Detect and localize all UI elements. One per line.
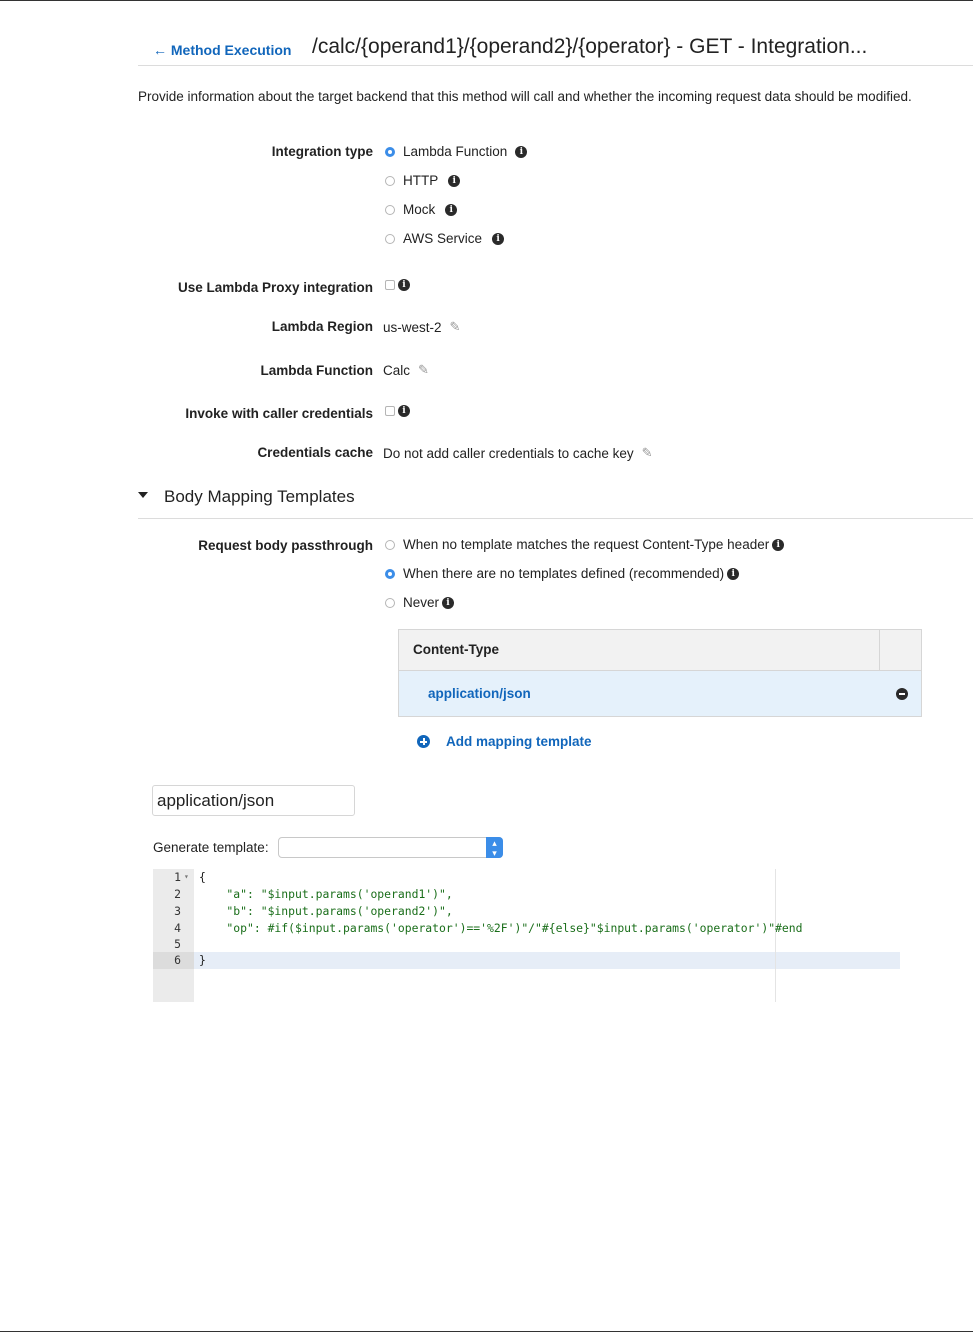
integration-type-aws-service-radio[interactable] (385, 231, 504, 246)
passthrough-when-no-templates-radio[interactable] (385, 566, 739, 581)
code-line: "op": #if($input.params('operator')=='%2F')"/"#{else}"$input.params('operator')"#end (199, 921, 803, 935)
info-icon[interactable]: i (492, 233, 504, 245)
radio-label: When there are no templates defined (recommended) (403, 566, 725, 581)
radio-label: AWS Service (403, 231, 483, 246)
header-divider (138, 65, 973, 66)
add-circle-icon (417, 735, 430, 748)
table-header (399, 630, 921, 671)
code-line: { (199, 870, 206, 884)
table-row[interactable] (399, 671, 921, 716)
lambda-region-label: Lambda Region (271, 319, 373, 334)
lambda-function-value-group (383, 362, 429, 378)
generate-template-select[interactable] (278, 837, 503, 858)
method-execution-back-link[interactable]: ← Method Execution (153, 42, 292, 58)
content-type-link[interactable]: application/json (428, 686, 531, 701)
invoke-caller-credentials-checkbox[interactable] (385, 406, 395, 416)
content-type-column-header: Content-Type (413, 642, 499, 657)
code-line: "b": "$input.params('operand2')", (199, 904, 453, 918)
integration-type-mock-radio[interactable] (385, 202, 457, 217)
pencil-icon[interactable]: ✎ (641, 445, 653, 460)
info-icon[interactable]: i (398, 279, 410, 291)
lambda-function-label: Lambda Function (260, 363, 373, 378)
section-divider (138, 518, 973, 519)
line-number: 3 (174, 904, 181, 918)
integration-type-lambda-radio[interactable] (385, 144, 527, 159)
lambda-proxy-control (385, 279, 410, 291)
column-divider (879, 630, 880, 670)
bottom-border (0, 1331, 973, 1332)
info-icon[interactable]: i (442, 597, 454, 609)
select-arrows-icon[interactable]: ▴ ▾ (486, 837, 503, 858)
lambda-proxy-checkbox[interactable] (385, 280, 395, 290)
radio-selected-icon[interactable] (385, 569, 395, 579)
line-number: 4 (174, 921, 181, 935)
radio-label: Lambda Function (403, 144, 508, 159)
lambda-region-value-group (383, 319, 460, 335)
active-line-highlight (153, 952, 900, 969)
pencil-icon[interactable]: ✎ (418, 362, 429, 377)
content-type-input[interactable] (152, 785, 355, 816)
code-line: } (199, 953, 206, 967)
credentials-cache-label: Credentials cache (257, 445, 373, 460)
lambda-proxy-label: Use Lambda Proxy integration (177, 280, 373, 295)
line-number: 6 (174, 953, 181, 967)
pencil-icon[interactable]: ✎ (449, 319, 461, 334)
info-icon[interactable]: i (448, 175, 460, 187)
radio-selected-icon[interactable] (385, 147, 395, 157)
template-code-editor[interactable] (153, 869, 900, 1002)
integration-type-label: Integration type (271, 144, 373, 159)
top-border (0, 0, 973, 1)
code-line: "a": "$input.params('operand1')", (199, 887, 453, 901)
content-type-table (398, 629, 922, 717)
info-icon[interactable]: i (772, 539, 784, 551)
lambda-region-value: us-west-2 (383, 319, 442, 335)
add-mapping-template-button[interactable] (417, 734, 592, 749)
radio-icon[interactable] (385, 234, 395, 244)
line-number: 1 (174, 870, 181, 884)
body-mapping-templates-title[interactable]: Body Mapping Templates (164, 487, 355, 506)
line-number: 2 (174, 887, 181, 901)
lambda-function-value: Calc (383, 362, 411, 378)
invoke-caller-credentials-control (385, 405, 410, 417)
integration-type-http-radio[interactable] (385, 173, 460, 188)
fold-toggle-icon[interactable]: ▾ (184, 872, 189, 881)
info-icon[interactable]: i (445, 204, 457, 216)
line-number: 5 (174, 937, 181, 951)
passthrough-never-radio[interactable] (385, 595, 454, 610)
radio-label: Mock (403, 202, 436, 217)
intro-text: Provide information about the target backend that this method will call and whether the incoming request data should be modified. (138, 89, 912, 104)
radio-icon[interactable] (385, 540, 395, 550)
generate-template-label: Generate template: (153, 840, 269, 855)
remove-circle-icon[interactable] (896, 688, 908, 700)
info-icon[interactable]: i (515, 146, 527, 158)
passthrough-when-no-match-radio[interactable] (385, 537, 784, 552)
request-body-passthrough-label: Request body passthrough (198, 538, 373, 553)
credentials-cache-value: Do not add caller credentials to cache key (383, 445, 634, 461)
add-mapping-template-label: Add mapping template (446, 734, 592, 749)
invoke-caller-credentials-label: Invoke with caller credentials (185, 406, 373, 421)
radio-icon[interactable] (385, 598, 395, 608)
radio-label: When no template matches the request Content-Type header (403, 537, 770, 552)
page-title: /calc/{operand1}/{operand2}/{operator} - GET - Integration... (312, 35, 868, 58)
caret-down-icon[interactable] (138, 492, 148, 498)
info-icon[interactable]: i (398, 405, 410, 417)
credentials-cache-value-group (383, 445, 653, 461)
radio-icon[interactable] (385, 205, 395, 215)
radio-label: Never (403, 595, 440, 610)
info-icon[interactable]: i (727, 568, 739, 580)
radio-label: HTTP (403, 173, 439, 188)
radio-icon[interactable] (385, 176, 395, 186)
